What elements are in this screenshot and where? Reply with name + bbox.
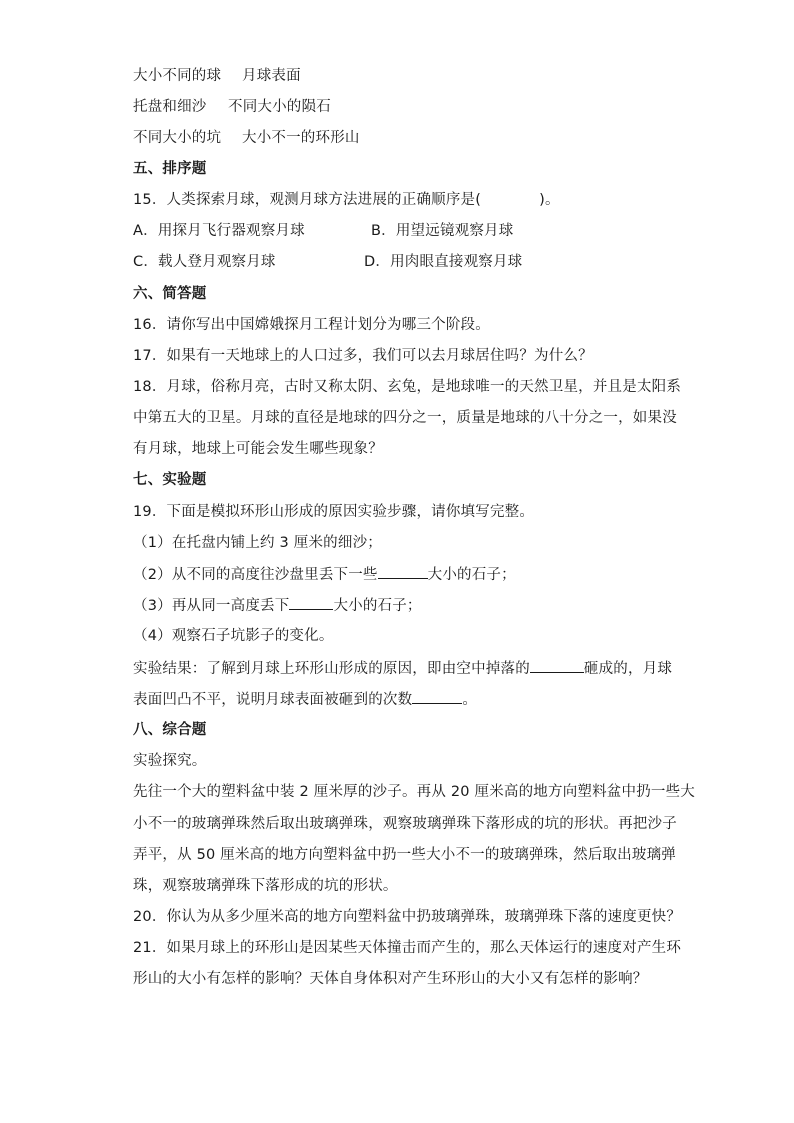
- q19-step-3-after: 大小的石子；: [333, 598, 422, 614]
- question-18-line-2: 中第五大的卫星。月球的直径是地球的四分之一，质量是地球的八十分之一，如果没: [133, 410, 677, 426]
- q15-option-d: D．用肉眼直接观察月球: [364, 254, 523, 270]
- section-8-paragraph-line-1: 先往一个大的塑料盆中装 2 厘米厚的沙子。再从 20 厘米高的地方向塑料盆中扔一些大: [133, 784, 696, 800]
- section-8-paragraph-line-2: 小不一的玻璃弹珠然后取出玻璃弹珠，观察玻璃弹珠下落形成的坑的形状。再把沙子: [133, 816, 677, 832]
- q19-step-2-blank[interactable]: [378, 564, 428, 579]
- q19-result-1-after: 砸成的，月球: [583, 661, 673, 677]
- matching-right-2: 不同大小的陨石: [228, 99, 331, 115]
- question-18-line-3: 有月球，地球上可能会发生哪些现象？: [133, 441, 383, 457]
- question-18-line-1: 18．月球，俗称月亮，古时又称太阴、玄兔，是地球唯一的天然卫星，并且是太阳系: [133, 379, 682, 395]
- q19-step-4: （4）观察石子坑影子的变化。: [133, 628, 334, 644]
- matching-right-1: 月球表面: [242, 68, 301, 84]
- q15-options-row-2: [133, 252, 523, 272]
- question-21-line-2: 形山的大小有怎样的影响？天体自身体积对产生环形山的大小又有怎样的影响？: [133, 971, 648, 987]
- q15-option-b: B．用望远镜观察月球: [371, 223, 514, 239]
- matching-right-3: 大小不一的环形山: [242, 130, 360, 146]
- q19-step-1: （1）在托盘内铺上约 3 厘米的细沙；: [133, 535, 382, 551]
- section-8-paragraph-line-4: 珠，观察玻璃弹珠下落形成的坑的形状。: [133, 878, 398, 894]
- matching-row-1: [133, 66, 301, 86]
- matching-row-2: [133, 97, 331, 117]
- question-16: 16．请你写出中国嫦娥探月工程计划分为哪三个阶段。: [133, 317, 490, 333]
- q15-option-a: A．用探月飞行器观察月球: [133, 223, 305, 239]
- q19-result-2-before: 表面凹凸不平，说明月球表面被砸到的次数: [133, 692, 413, 708]
- section-8-paragraph-line-3: 弄平，从 50 厘米高的地方向塑料盆中扔一些大小不一的玻璃弹珠，然后取出玻璃弹: [133, 847, 676, 863]
- section-6-title: 六、简答题: [133, 286, 207, 302]
- q19-result-line-2: [133, 689, 477, 710]
- matching-left-1: 大小不同的球: [133, 68, 222, 84]
- q19-result-blank-2[interactable]: [412, 689, 462, 704]
- section-5-title: 五、排序题: [133, 161, 207, 177]
- question-17: 17．如果有一天地球上的人口过多，我们可以去月球居住吗？为什么？: [133, 348, 593, 364]
- q15-stem-after: )。: [539, 192, 560, 208]
- q19-result-blank-1[interactable]: [530, 658, 584, 673]
- q15-stem-before: 15．人类探索月球，观测月球方法进展的正确顺序是(: [133, 192, 482, 208]
- q19-step-3: [133, 595, 422, 616]
- section-8-title: 八、综合题: [133, 722, 207, 738]
- q15-option-c: C．载人登月观察月球: [133, 254, 276, 270]
- question-19: 19．下面是模拟环形山形成的原因实验步骤，请你填写完整。: [133, 504, 535, 520]
- matching-left-3: 不同大小的坑: [133, 130, 222, 146]
- question-21-line-1: 21．如果月球上的环形山是因某些天体撞击而产生的，那么天体运行的速度对产生环: [133, 940, 682, 956]
- q19-step-3-blank[interactable]: [289, 595, 333, 610]
- q19-step-2-before: （2）从不同的高度往沙盘里丢下一些: [133, 567, 378, 583]
- q19-result-2-after: 。: [462, 692, 478, 708]
- question-15: [133, 190, 560, 210]
- section-7-title: 七、实验题: [133, 472, 207, 488]
- q19-step-2: [133, 564, 516, 585]
- q19-step-2-after: 大小的石子；: [427, 567, 516, 583]
- q19-step-3-before: （3）再从同一高度丢下: [133, 598, 290, 614]
- q19-result-1-before: 实验结果：了解到月球上环形山形成的原因，即由空中掉落的: [133, 661, 530, 677]
- section-8-intro: 实验探究。: [133, 753, 207, 769]
- matching-left-2: 托盘和细沙: [133, 99, 207, 115]
- q19-result-line-1: [133, 658, 672, 679]
- question-20: 20．你认为从多少厘米高的地方向塑料盆中扔玻璃弹珠，玻璃弹珠下落的速度更快？: [133, 909, 682, 925]
- matching-row-3: [133, 128, 360, 148]
- q15-options-row-1: [133, 221, 514, 241]
